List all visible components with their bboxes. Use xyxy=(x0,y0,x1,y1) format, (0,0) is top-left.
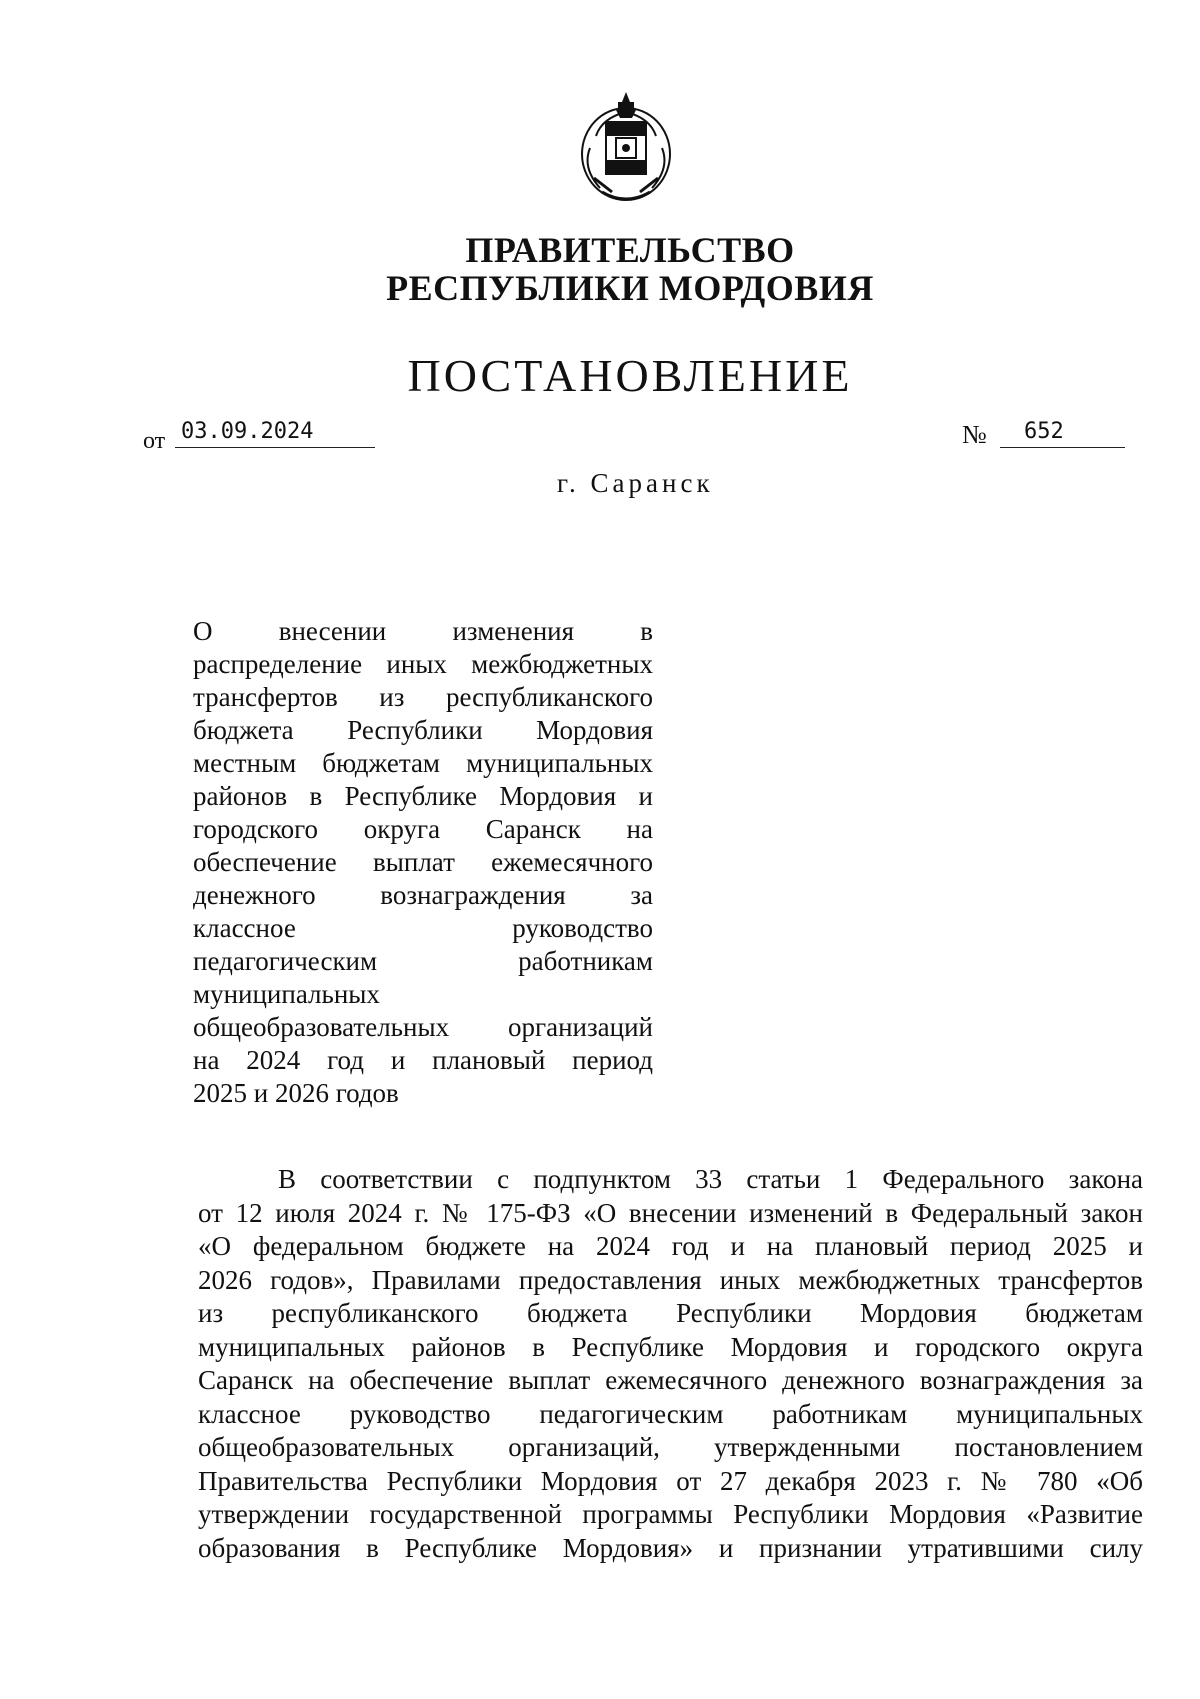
document-subject xyxy=(193,615,653,1110)
subject-line: на 2024 год и плановый период xyxy=(193,1045,653,1075)
body-line: «О федеральном бюджете на 2024 год и на плановый период 2025 и xyxy=(198,1231,1143,1261)
subject-line: обеспечение выплат ежемесячного xyxy=(193,847,653,877)
body-line: от 12 июля 2024 г. № 175-ФЗ «О внесении изменений в Федеральный закон xyxy=(198,1197,1143,1228)
subject-line: трансфертов из республиканского xyxy=(193,682,653,712)
date-prefix: от xyxy=(143,428,166,454)
subject-line: городского округа Саранск на xyxy=(193,814,653,844)
document-type-title: ПОСТАНОВЛЕНИЕ xyxy=(407,350,853,401)
subject-line: местным бюджетам муниципальных xyxy=(193,748,653,778)
document-body xyxy=(198,1163,1143,1565)
body-line: образования в Республике Мордовия» и признании утратившими силу xyxy=(198,1532,1143,1563)
authority-name-line1: ПРАВИТЕЛЬСТВО xyxy=(465,230,795,270)
body-line: муниципальных районов в Республике Мордовия и городского округа xyxy=(198,1331,1143,1362)
subject-line: педагогическим работникам xyxy=(193,946,653,976)
subject-line: денежного вознаграждения за xyxy=(193,880,653,910)
body-line: общеобразовательных организаций, утвержденными постановлением xyxy=(198,1432,1143,1462)
body-line: 2026 годов», Правилами предоставления иных межбюджетных трансфертов xyxy=(198,1264,1143,1295)
subject-line: распределение иных межбюджетных xyxy=(193,649,653,679)
body-line: из республиканского бюджета Республики Мордовия бюджетам xyxy=(198,1298,1143,1328)
authority-name-line2: РЕСПУБЛИКИ МОРДОВИЯ xyxy=(386,268,874,308)
body-line: Саранск на обеспечение выплат ежемесячного денежного вознаграждения за xyxy=(198,1365,1143,1395)
coat-of-arms-emblem xyxy=(572,88,680,208)
subject-line: О внесении изменения в xyxy=(193,616,653,646)
subject-line: районов в Республике Мордовия и xyxy=(193,781,653,811)
subject-line: классное руководство xyxy=(193,913,653,943)
city-line: г. Саранск xyxy=(557,468,714,498)
body-line: Правительства Республики Мордовия от 27 декабря 2023 г. № 780 «Об xyxy=(198,1465,1143,1496)
body-line: утверждении государственной программы Республики Мордовия «Развитие xyxy=(198,1499,1143,1529)
subject-line: общеобразовательных организаций xyxy=(193,1012,653,1042)
document-number: 652 xyxy=(1000,416,1125,448)
body-line: В соответствии с подпунктом 33 статьи 1 Федерального закона xyxy=(278,1164,1143,1194)
subject-line: 2025 и 2026 годов xyxy=(193,1078,399,1108)
number-prefix: № xyxy=(962,420,987,449)
document-date: 03.09.2024 xyxy=(175,416,375,448)
subject-line: бюджета Республики Мордовия xyxy=(193,715,653,745)
subject-line: муниципальных xyxy=(193,979,380,1009)
body-line: классное руководство педагогическим работникам муниципальных xyxy=(198,1398,1143,1429)
